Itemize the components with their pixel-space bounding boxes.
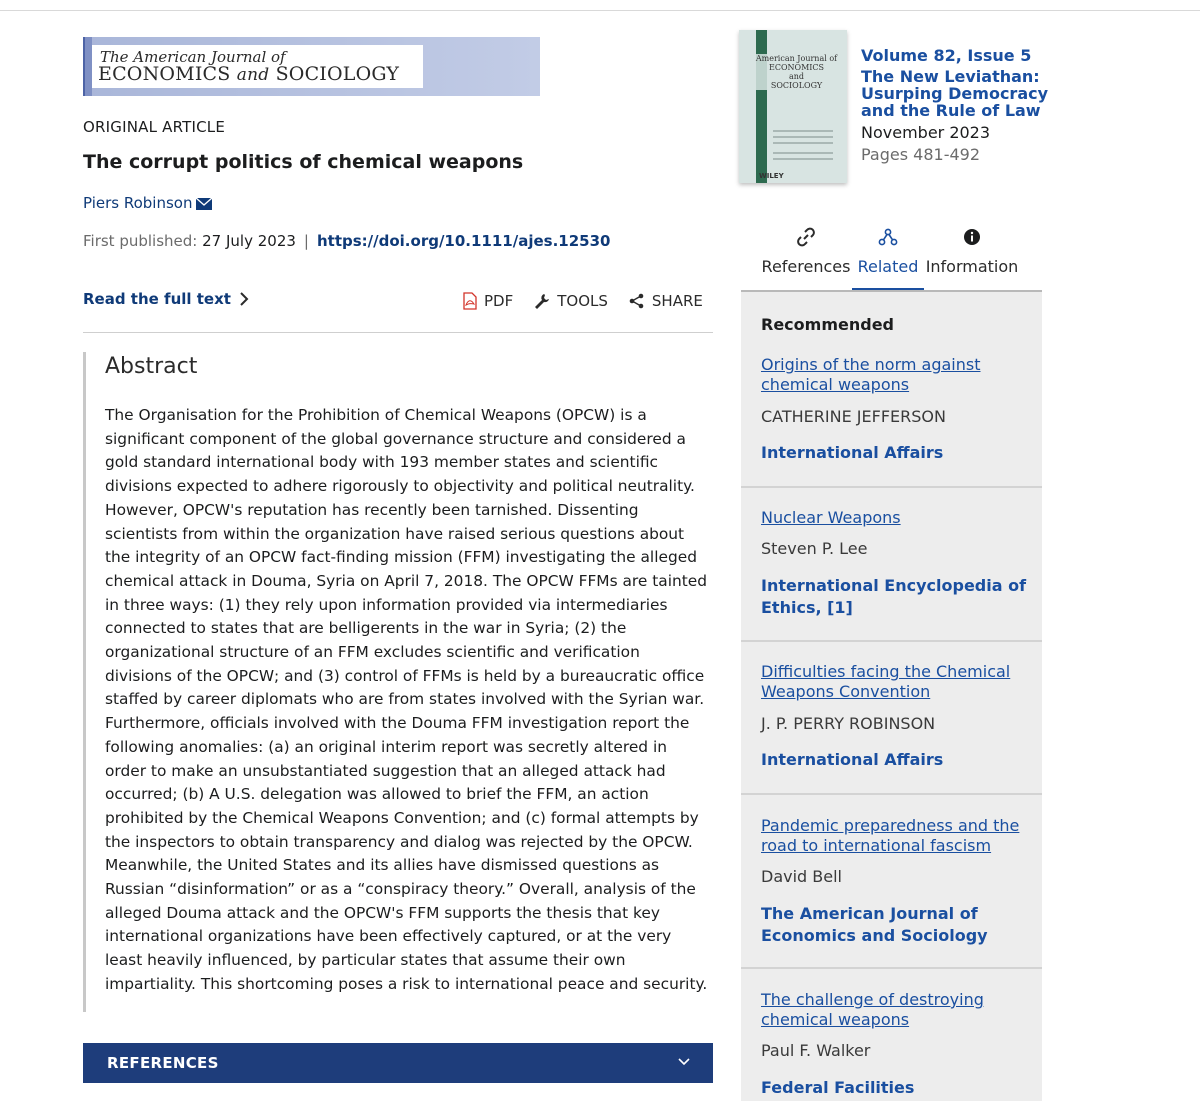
recommended-heading: Recommended — [761, 315, 894, 334]
read-full-text-label: Read the full text — [83, 290, 231, 308]
first-published-label: First published: — [83, 232, 198, 250]
recommended-author: J. P. PERRY ROBINSON — [761, 714, 936, 733]
recommended-title-link[interactable]: Pandemic preparedness and the road to international fascism — [761, 816, 1020, 855]
cover-green-band — [756, 30, 767, 183]
sidebar-tabs — [741, 222, 1042, 292]
issue-cover-image[interactable] — [739, 30, 847, 183]
item-divider — [741, 793, 1042, 795]
journal-logo-word-and: and — [236, 65, 270, 85]
abstract-heading: Abstract — [105, 354, 198, 379]
section-divider — [83, 332, 713, 333]
envelope-icon[interactable] — [196, 198, 212, 210]
journal-logo-word-economics: ECONOMICS — [98, 63, 231, 85]
journal-logo-line2 — [98, 63, 399, 85]
read-full-text-link[interactable] — [83, 290, 249, 308]
journal-banner[interactable] — [83, 37, 540, 96]
recommended-title-link[interactable]: The challenge of destroying chemical weapons — [761, 990, 984, 1029]
cover-text-line — [773, 158, 833, 160]
references-accordion[interactable] — [83, 1043, 713, 1083]
author-link[interactable]: Piers Robinson — [83, 194, 193, 212]
abstract-section — [83, 352, 716, 1012]
item-divider — [741, 967, 1042, 969]
cover-title — [749, 54, 844, 90]
journal-logo — [92, 45, 423, 88]
banner-stripe-dark — [83, 37, 85, 96]
article-type: ORIGINAL ARTICLE — [83, 118, 225, 136]
recommended-journal-link[interactable]: The American Journal of Economics and Sociology — [761, 904, 988, 945]
pub-separator: | — [303, 232, 309, 250]
article-toolbar — [462, 292, 703, 310]
first-published-date: 27 July 2023 — [202, 232, 296, 250]
tab-information[interactable] — [924, 222, 1020, 292]
recommended-author: Paul F. Walker — [761, 1041, 871, 1060]
tab-information-label: Information — [925, 257, 1019, 276]
chevron-down-icon — [677, 1055, 691, 1069]
pdf-button[interactable] — [462, 292, 513, 310]
recommended-author: CATHERINE JEFFERSON — [761, 407, 946, 426]
chevron-right-icon — [239, 291, 249, 307]
issue-info — [861, 46, 1061, 166]
cover-text-line — [773, 152, 833, 154]
recommended-journal-link[interactable]: International Encyclopedia of Ethics, [1] — [761, 576, 1027, 617]
share-button[interactable] — [628, 292, 703, 310]
wrench-icon — [533, 292, 551, 310]
publication-info — [83, 232, 610, 250]
info-icon — [961, 226, 983, 248]
tab-references-label: References — [761, 257, 851, 276]
pdf-label: PDF — [484, 292, 514, 310]
cover-title-line4: SOCIOLOGY — [770, 81, 823, 90]
cover-title-line2: ECONOMICS — [768, 63, 825, 72]
cover-publisher: WILEY — [759, 172, 784, 180]
recommended-title-link[interactable]: Origins of the norm against chemical weapons — [761, 355, 981, 394]
item-divider — [741, 640, 1042, 642]
issue-volume-link[interactable]: Volume 82, Issue 5 — [861, 46, 1032, 65]
recommended-title-link[interactable]: Nuclear Weapons — [761, 508, 901, 527]
issue-title-link[interactable]: The New Leviathan: Usurping Democracy and the Rule of Law — [861, 67, 1049, 120]
link-icon — [795, 226, 817, 248]
share-icon — [628, 292, 646, 310]
article-title: The corrupt politics of chemical weapons — [83, 151, 524, 173]
author[interactable] — [83, 194, 212, 212]
doi-link[interactable]: https://doi.org/10.1111/ajes.12530 — [316, 232, 611, 250]
tools-button[interactable] — [533, 292, 608, 310]
recommended-journal-link[interactable]: International Affairs — [761, 443, 944, 462]
recommended-author: David Bell — [761, 867, 842, 886]
tab-references[interactable] — [760, 222, 852, 292]
cover-title-line1: American Journal of — [755, 54, 838, 63]
tab-related[interactable] — [852, 222, 924, 292]
issue-date: November 2023 — [861, 123, 991, 142]
recommended-journal-link[interactable]: International Affairs — [761, 750, 944, 769]
pdf-icon — [462, 292, 478, 310]
journal-logo-word-sociology: SOCIOLOGY — [275, 63, 400, 85]
top-divider — [0, 10, 1200, 11]
cover-text-line — [773, 142, 833, 144]
tab-related-label: Related — [857, 257, 919, 276]
cover-title-line3: and — [788, 72, 805, 81]
recommended-author: Steven P. Lee — [761, 539, 868, 558]
cover-text-line — [773, 130, 833, 132]
share-label: SHARE — [651, 292, 703, 310]
recommended-title-link[interactable]: Difficulties facing the Chemical Weapons Convention — [761, 662, 1011, 701]
issue-pages: Pages 481-492 — [861, 145, 981, 164]
abstract-text: The Organisation for the Prohibition of Chemical Weapons (OPCW) is a significant component of the global governance structure and considered a gold standard international body with 193 member states and scientific divisions expected to adhere rigorously to objectivity and political neutrality. However, OPCW's reputation has recently been tarnished. Dissenting scientists from within the organization have raised serious questions about the integrity of an OPCW fact-finding mission (FFM) investigating the alleged chemical attack in Douma, Syria on April 7, 2018. The OPCW FFMs are tainted in three ways: (1) they rely upon information provided via intermediaries connected to states that are belligerents in the war in Syria; (2) the organizational structure of an FFM excludes scientific and verification divisions of the OPCW; and (3) control of FFMs is held by a bureaucratic office staffed by career diplomats who are from states involved with the Syrian war. Furthermore, officials involved with the Douma FFM investigation report the following anomalies: (a) an original interim report was secretly altered in order to make an unsubstantiated suggestion that an alleged attack had occurred; (b) A U.S. delegation was allowed to brief the FFM, an action prohibited by the Chemical Weapons Convention; and (c) formal attempts by the inspectors to obtain transparency and dialog was rejected by the OPCW. Meanwhile, the United States and its allies have dismissed questions as Russian “disinformation” or as a “conspiracy theory.” Overall, analysis of the alleged Douma attack and the OPCW's FFM supports the thesis that key international organizations have been effectively captured, or at the very least heavily influenced, by particular states that assume their own impartiality. This shortcoming poses a risk to international peace and security. — [105, 406, 708, 993]
journal-logo-line1: The American Journal of — [100, 48, 286, 66]
cover-text-line — [773, 136, 833, 138]
tools-label: TOOLS — [557, 292, 608, 310]
network-icon — [877, 226, 899, 248]
recommended-panel — [741, 292, 1042, 1101]
recommended-journal-link[interactable]: Federal Facilities — [761, 1078, 915, 1097]
references-label: REFERENCES — [107, 1054, 219, 1072]
item-divider — [741, 486, 1042, 488]
